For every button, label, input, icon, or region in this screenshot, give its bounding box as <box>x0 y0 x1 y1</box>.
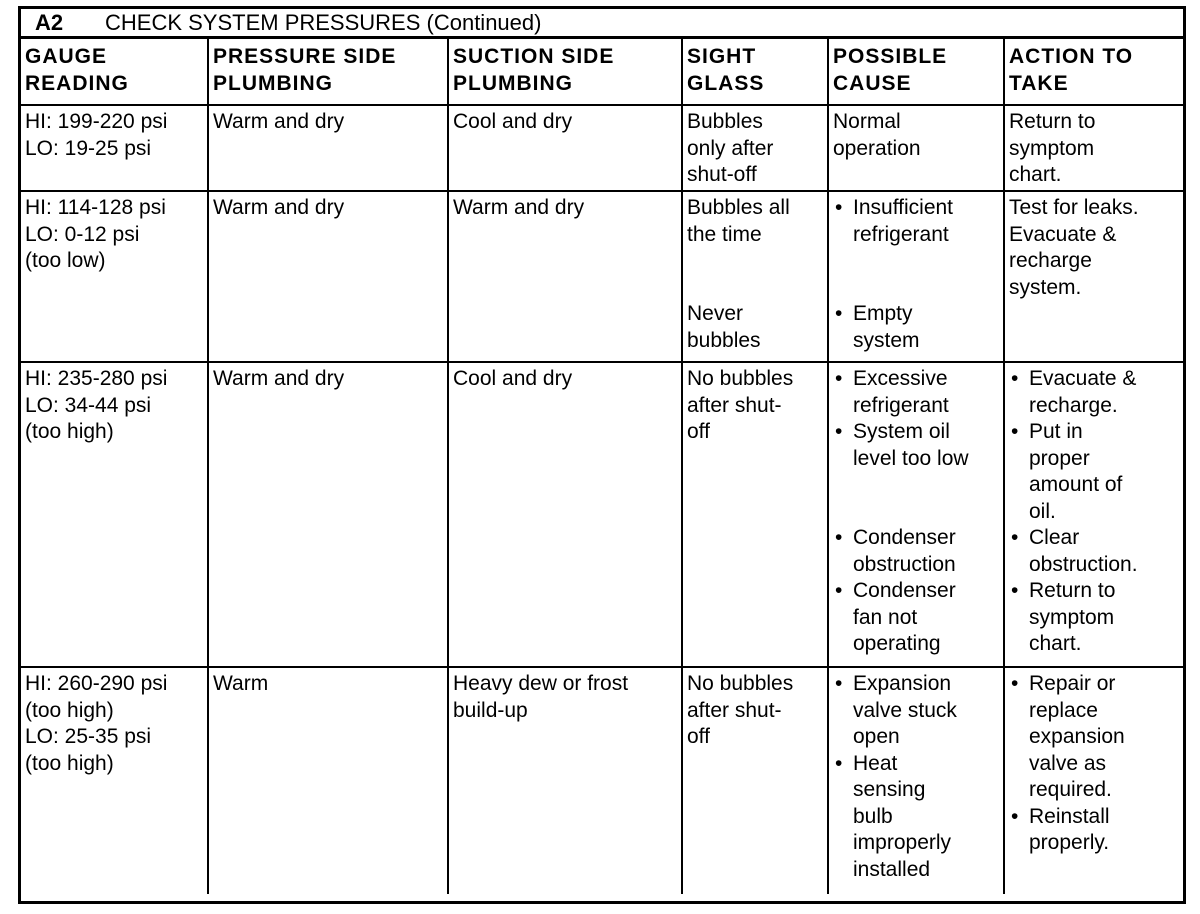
header-pressure-side: PRESSURE SIDE PLUMBING <box>208 39 448 105</box>
pressure-side-cell: Warm and dry <box>208 362 448 667</box>
header-gauge-reading: GAUGE READING <box>21 39 208 105</box>
document-sheet <box>18 6 1186 904</box>
sight-glass-cell: Bubbles only after shut-off <box>682 105 828 191</box>
action-cell: Return to symptom chart. <box>1004 105 1183 191</box>
table-row <box>21 105 1183 191</box>
section-code: A2 <box>35 10 64 35</box>
header-sight-glass: SIGHT GLASS <box>682 39 828 105</box>
sight-glass-cell: Bubbles all the time Never bubbles <box>682 191 828 362</box>
gauge-reading-cell: HI: 235-280 psi LO: 34-44 psi (too high) <box>21 362 208 667</box>
pressure-side-cell: Warm and dry <box>208 105 448 191</box>
bullet-item: • Empty system <box>833 301 1000 354</box>
bullet-item: • Return to symptom chart. <box>1009 578 1180 658</box>
gauge-reading-cell: HI: 260-290 psi (too high) LO: 25-35 psi (too high) <box>21 667 208 894</box>
suction-side-cell: Cool and dry <box>448 105 682 191</box>
bullet-item: • Reinstall properly. <box>1009 804 1180 857</box>
table-row <box>21 362 1183 667</box>
pressure-side-cell: Warm <box>208 667 448 894</box>
bullet-item: • Clear obstruction. <box>1009 525 1180 578</box>
possible-cause-cell <box>828 191 1004 362</box>
table-row <box>21 667 1183 894</box>
header-action-to-take: ACTION TO TAKE <box>1004 39 1183 105</box>
suction-side-cell: Heavy dew or frost build-up <box>448 667 682 894</box>
bullet-item: • Expansion valve stuck open <box>833 671 1000 751</box>
bullet-item: • Evacuate & recharge. <box>1009 366 1180 419</box>
bullet-item: • Put in proper amount of oil. <box>1009 419 1180 525</box>
possible-cause-cell: Normal operation <box>828 105 1004 191</box>
header-row <box>21 39 1183 105</box>
pressure-table <box>21 39 1183 894</box>
table-row <box>21 191 1183 362</box>
bullet-item: • Excessive refrigerant <box>833 366 1000 419</box>
suction-side-cell: Warm and dry <box>448 191 682 362</box>
section-title: CHECK SYSTEM PRESSURES (Continued) <box>105 10 542 35</box>
bullet-item: • Insufficient refrigerant <box>833 195 1000 248</box>
suction-side-cell: Cool and dry <box>448 362 682 667</box>
action-cell <box>1004 362 1183 667</box>
gauge-reading-cell: HI: 199-220 psi LO: 19-25 psi <box>21 105 208 191</box>
possible-cause-cell <box>828 667 1004 894</box>
bullet-item: • Condenser fan not operating <box>833 578 1000 658</box>
action-cell <box>1004 667 1183 894</box>
bullet-item: • System oil level too low <box>833 419 1000 472</box>
bullet-item: • Repair or replace expansion valve as required. <box>1009 671 1180 804</box>
bullet-item: • Condenser obstruction <box>833 525 1000 578</box>
title-bar <box>21 9 1183 39</box>
pressure-side-cell: Warm and dry <box>208 191 448 362</box>
header-possible-cause: POSSIBLE CAUSE <box>828 39 1004 105</box>
action-cell: Test for leaks. Evacuate & recharge system. <box>1004 191 1183 362</box>
sight-glass-cell: No bubbles after shut- off <box>682 362 828 667</box>
sight-glass-cell: No bubbles after shut- off <box>682 667 828 894</box>
possible-cause-cell <box>828 362 1004 667</box>
header-suction-side: SUCTION SIDE PLUMBING <box>448 39 682 105</box>
bullet-item: • Heat sensing bulb improperly installed <box>833 751 1000 884</box>
gauge-reading-cell: HI: 114-128 psi LO: 0-12 psi (too low) <box>21 191 208 362</box>
